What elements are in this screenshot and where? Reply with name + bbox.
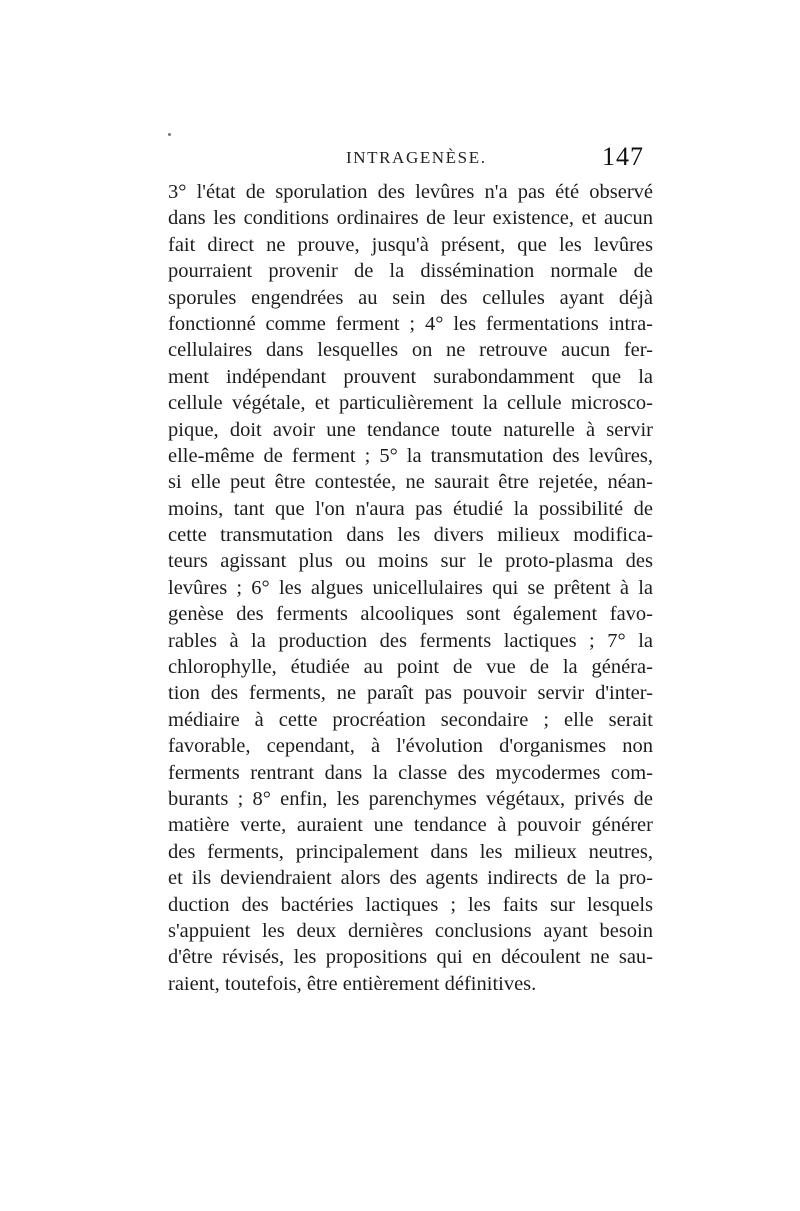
text-line: chlorophylle, étudiée au point de vue de la généra- xyxy=(168,656,653,679)
text-line: levûres ; 6° les algues unicellulaires qui se prêtent à la xyxy=(168,576,653,599)
text-line: matière verte, auraient une tendance à pouvoir générer xyxy=(168,814,653,837)
text-line: fait direct ne prouve, jusqu'à présent, que les levûres xyxy=(168,233,653,256)
text-line: moins, tant que l'on n'aura pas étudié la possibilité de xyxy=(168,497,653,520)
text-line: s'appuient les deux dernières conclusions ayant besoin xyxy=(168,919,653,942)
text-line: sporules engendrées au sein des cellules ayant déjà xyxy=(168,286,653,309)
text-line: genèse des ferments alcooliques sont également favo- xyxy=(168,603,653,626)
text-line: ferments rentrant dans la classe des mycodermes com- xyxy=(168,761,653,784)
page-speck xyxy=(168,133,171,136)
text-line: cellulaires dans lesquelles on ne retrouve aucun fer- xyxy=(168,339,653,362)
body-text xyxy=(168,179,653,997)
text-line: dans les conditions ordinaires de leur existence, et aucun xyxy=(168,207,653,230)
text-line: cellule végétale, et particulièrement la cellule microsco- xyxy=(168,392,653,415)
text-line: d'être révisés, les propositions qui en découlent ne sau- xyxy=(168,946,653,969)
text-line: pique, doit avoir une tendance toute naturelle à servir xyxy=(168,418,653,441)
text-line: des ferments, principalement dans les milieux neutres, xyxy=(168,840,653,863)
text-line: duction des bactéries lactiques ; les faits sur lesquels xyxy=(168,893,653,916)
text-line: médiaire à cette procréation secondaire ; elle serait xyxy=(168,708,653,731)
text-line: 3° l'état de sporulation des levûres n'a pas été observé xyxy=(168,181,653,203)
text-line-last: raient, toutefois, être entièrement définitives. xyxy=(168,972,537,995)
text-line: tion des ferments, ne paraît pas pouvoir servir d'inter- xyxy=(168,682,653,705)
page-number: 147 xyxy=(602,142,644,171)
text-line: pourraient provenir de la dissémination normale de xyxy=(168,260,653,283)
text-line: fonctionné comme ferment ; 4° les fermentations intra- xyxy=(168,312,653,335)
text-line: favorable, cependant, à l'évolution d'organismes non xyxy=(168,735,653,758)
text-line: elle-même de ferment ; 5° la transmutation des levûres, xyxy=(168,444,653,467)
text-line: ment indépendant prouvent surabondamment que la xyxy=(168,365,653,388)
text-line: cette transmutation dans les divers milieux modifica- xyxy=(168,524,653,547)
text-line: si elle peut être contestée, ne saurait être rejetée, néan- xyxy=(168,471,653,494)
text-line: teurs agissant plus ou moins sur le proto-plasma des xyxy=(168,550,653,573)
text-line: burants ; 8° enfin, les parenchymes végétaux, privés de xyxy=(168,787,653,810)
text-line: rables à la production des ferments lactiques ; 7° la xyxy=(168,629,653,652)
text-line: et ils deviendraient alors des agents indirects de la pro- xyxy=(168,867,653,890)
running-head xyxy=(168,144,648,174)
running-title: INTRAGENÈSE. xyxy=(346,148,487,167)
